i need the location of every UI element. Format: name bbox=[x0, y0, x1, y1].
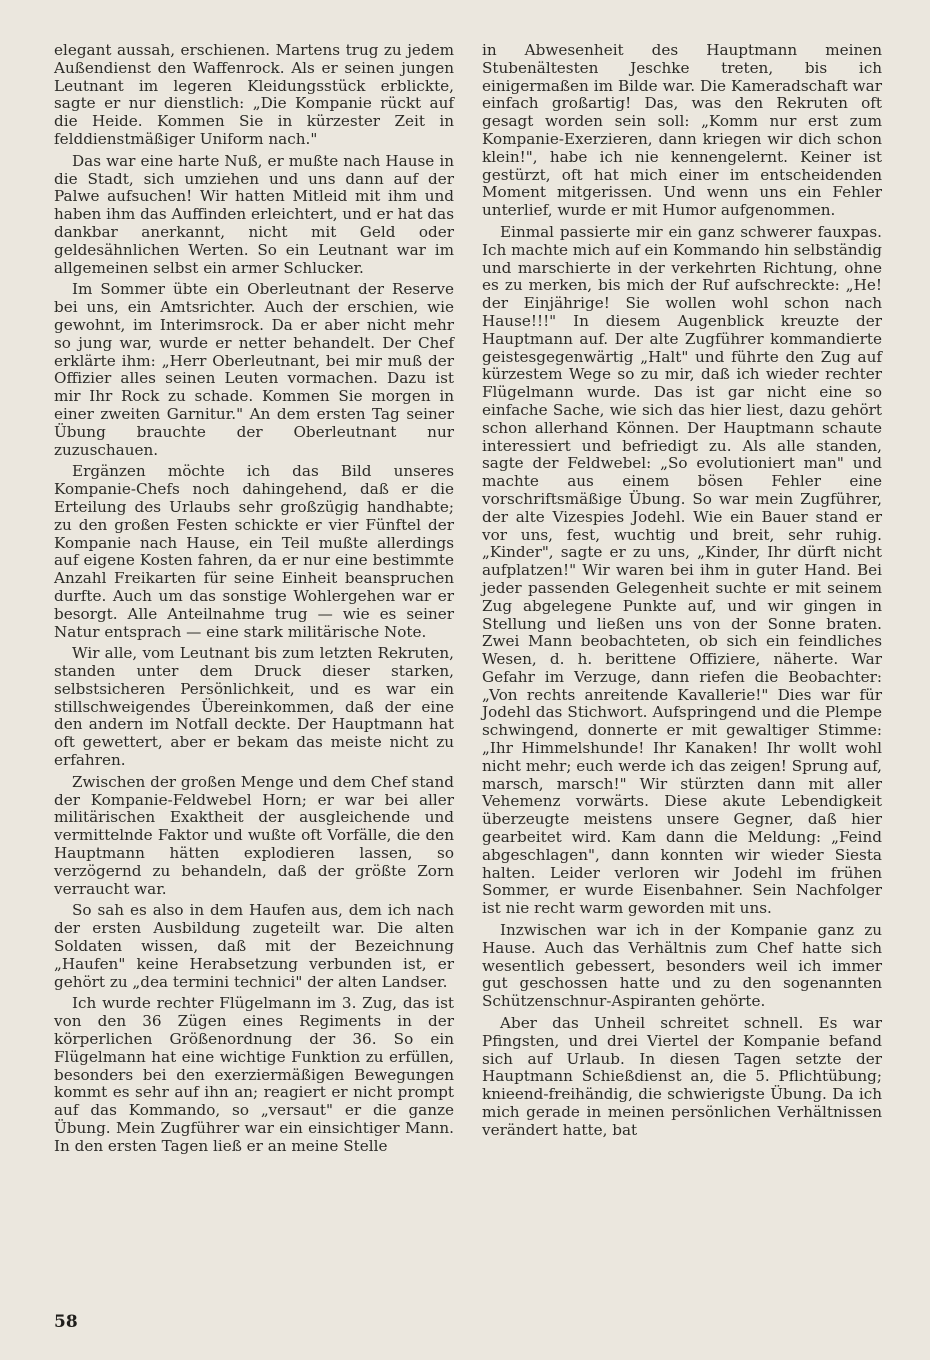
paragraph: Aber das Unheil schreitet schnell. Es war Pfingsten, und drei Viertel der Kompanie befand sich auf Urlaub. In diesen Tagen setzte der Hauptmann Schießdienst an, die 5. Pflichtübung; knieend-freihändig, die schwierigste Übung. Da ich mich gerade in meinen persönlichen Verhältnissen verändert hatte, bat bbox=[482, 1014, 882, 1139]
paragraph: Einmal passierte mir ein ganz schwerer fauxpas. Ich machte mich auf ein Kommando hin selbständig und marschierte in der verkehrten Richtung, ohne es zu merken, bis mich der Ruf aufschreckte: „He! der Einjährige! Sie wollen wohl schon nach Hause!!!" In diesem Augenblick kreuzte der Hauptmann auf. Der alte Zugführer kommandierte geistesgegenwärtig „Halt" und führte den Zug auf kürzestem Wege so zu mir, daß ich wieder rechter Flügelmann wurde. Das ist gar nicht eine so einfache Sache, wie sich das hier liest, dazu gehört schon allerhand Können. Der Hauptmann schaute interessiert und befriedigt zu. Als alle standen, sagte der Feldwebel: „So evolutioniert man" und machte aus einem bösen Fehler eine vorschriftsmäßige Übung. So war mein Zugführer, der alte Vizespies Jodehl. Wie ein Bauer stand er vor uns, fest, wuchtig und breit, sehr ruhig. „Kinder", sagte er zu uns, „Kinder, Ihr dürft nicht aufplatzen!" Wir waren bei ihm in guter Hand. Bei jeder passenden Gelegenheit suchte er mit seinem Zug abgelegene Punkte auf, und wir gingen in Stellung und ließen uns von der Sonne braten. Zwei Mann beobachteten, ob sich ein feindliches Wesen, d. h. berittene Offiziere, näherte. War Gefahr im Verzuge, dann riefen die Beobachter: „Von rechts anreitende Kavallerie!" Dies war für Jodehl das Stichwort. Aufspringend und die Plempe schwingend, donnerte er mit gewaltiger Stimme: „Ihr Himmelshunde! Ihr Kanaken! Ihr wollt wohl nicht mehr; euch werde ich das zeigen! Sprung auf, marsch, marsch!" Wir stürzten dann mit aller Vehemenz vorwärts. Diese akute Lebendigkeit überzeugte meistens unsere Gegner, daß hier gearbeitet wird. Kam dann die Meldung: „Feind abgeschlagen", dann konnten wir wieder Siesta halten. Leider verloren wir Jodehl im frühen Sommer, er wurde Eisenbahner. Sein Nachfolger ist nie recht warm geworden mit uns. bbox=[482, 222, 882, 918]
paragraph: Zwischen der großen Menge und dem Chef stand der Kompanie-Feldwebel Horn; er war bei aller militärischen Exaktheit der ausgleichende und vermittelnde Faktor und wußte oft Vorfälle, die den Hauptmann hätten explodieren lassen, so verzögernd zu behandeln, daß der größte Zorn verraucht war. bbox=[54, 772, 454, 898]
paragraph: in Abwesenheit des Hauptmann meinen Stubenältesten Jeschke treten, bis ich einigermaßen im Bilde war. Die Kameradschaft war einfach großartig! Das, was den Rekruten oft gesagt worden sein soll: „Komm nur erst zum Kompanie-Exerzieren, dann kriegen wir dich schon klein!", habe ich nie kennengelernt. Keiner ist gestürzt, oft hat mich einer im entscheidenden Moment mitgerissen. Und wenn uns ein Fehler unterlief, wurde er mit Humor aufgenommen. bbox=[482, 41, 882, 220]
page-number: 58 bbox=[54, 1312, 78, 1332]
paragraph: Ich wurde rechter Flügelmann im 3. Zug, das ist von den 36 Zügen eines Regiments in der körperlichen Größenordnung der 36. So ein Flügelmann hat eine wichtige Funktion zu erfüllen, besonders bei den exerziermäßigen Bewegungen kommt es sehr auf ihn an; reagiert er nicht prompt auf das Kommando, so „versaut" er die ganze Übung. Mein Zugführer war ein einsichtiger Mann. In den ersten Tagen ließ er an meine Stelle bbox=[54, 994, 454, 1155]
right-column bbox=[482, 42, 882, 1144]
paragraph: Im Sommer übte ein Oberleutnant der Reserve bei uns, ein Amtsrichter. Auch der erschien, wie gewohnt, im Interimsrock. Da er aber nicht mehr so jung war, wurde er netter behandelt. Der Chef erklärte ihm: „Herr Oberleutnant, bei mir muß der Offizier alles seinen Leuten vormachen. Dazu ist mir Ihr Rock zu schade. Kommen Sie morgen in einer zweiten Garnitur." An dem ersten Tag seiner Übung brauchte der Oberleutnant nur zuzuschauen. bbox=[54, 280, 454, 459]
paragraph: Inzwischen war ich in der Kompanie ganz zu Hause. Auch das Verhältnis zum Chef hatte sich wesentlich gebessert, besonders weil ich immer gut geschossen hatte und zu den sogenannten Schützenschnur-Aspiranten gehörte. bbox=[482, 921, 882, 1011]
paragraph: elegant aussah, erschienen. Martens trug zu jedem Außendienst den Waffenrock. Als er seinen jungen Leutnant im legeren Kleidungsstück erblickte, sagte er nur dienstlich: „Die Kompanie rückt auf die Heide. Kommen Sie in kürzester Zeit in felddienstmäßiger Uniform nach." bbox=[54, 41, 454, 148]
paragraph: So sah es also in dem Haufen aus, dem ich nach der ersten Ausbildung zugeteilt war. Die alten Soldaten wissen, daß mit der Bezeichnung „Haufen" keine Herabsetzung verbunden ist, er gehört zu „dea termini technici" der alten Landser. bbox=[54, 901, 454, 991]
paragraph: Das war eine harte Nuß, er mußte nach Hause in die Stadt, sich umziehen und uns dann auf der Palwe aufsuchen! Wir hatten Mitleid mit ihm und haben ihm das Auffinden erleichtert, und er hat das dankbar anerkannt, nicht mit Geld oder geldesähnlichen Werten. So ein Leutnant war im allgemeinen selbst ein armer Schlucker. bbox=[54, 151, 454, 277]
left-column bbox=[54, 42, 454, 1160]
paragraph: Wir alle, vom Leutnant bis zum letzten Rekruten, standen unter dem Druck dieser starken, selbstsicheren Persönlichkeit, und es war ein stillschweigendes Übereinkommen, daß der eine den andern im Notfall deckte. Der Hauptmann hat oft gewettert, aber er bekam das meiste nicht zu erfahren. bbox=[54, 644, 454, 770]
paragraph: Ergänzen möchte ich das Bild unseres Kompanie-Chefs noch dahingehend, daß er die Erteilung des Urlaubs sehr großzügig handhabte; zu den großen Festen schickte er vier Fünftel der Kompanie nach Hause, ein Teil mußte allerdings auf eigene Kosten fahren, da er nur eine bestimmte Anzahl Freikarten für seine Einheit beanspruchen durfte. Auch um das sonstige Wohlergehen war er besorgt. Alle Anteilnahme trug — wie es seiner Natur entsprach — eine stark militärische Note. bbox=[54, 462, 454, 641]
